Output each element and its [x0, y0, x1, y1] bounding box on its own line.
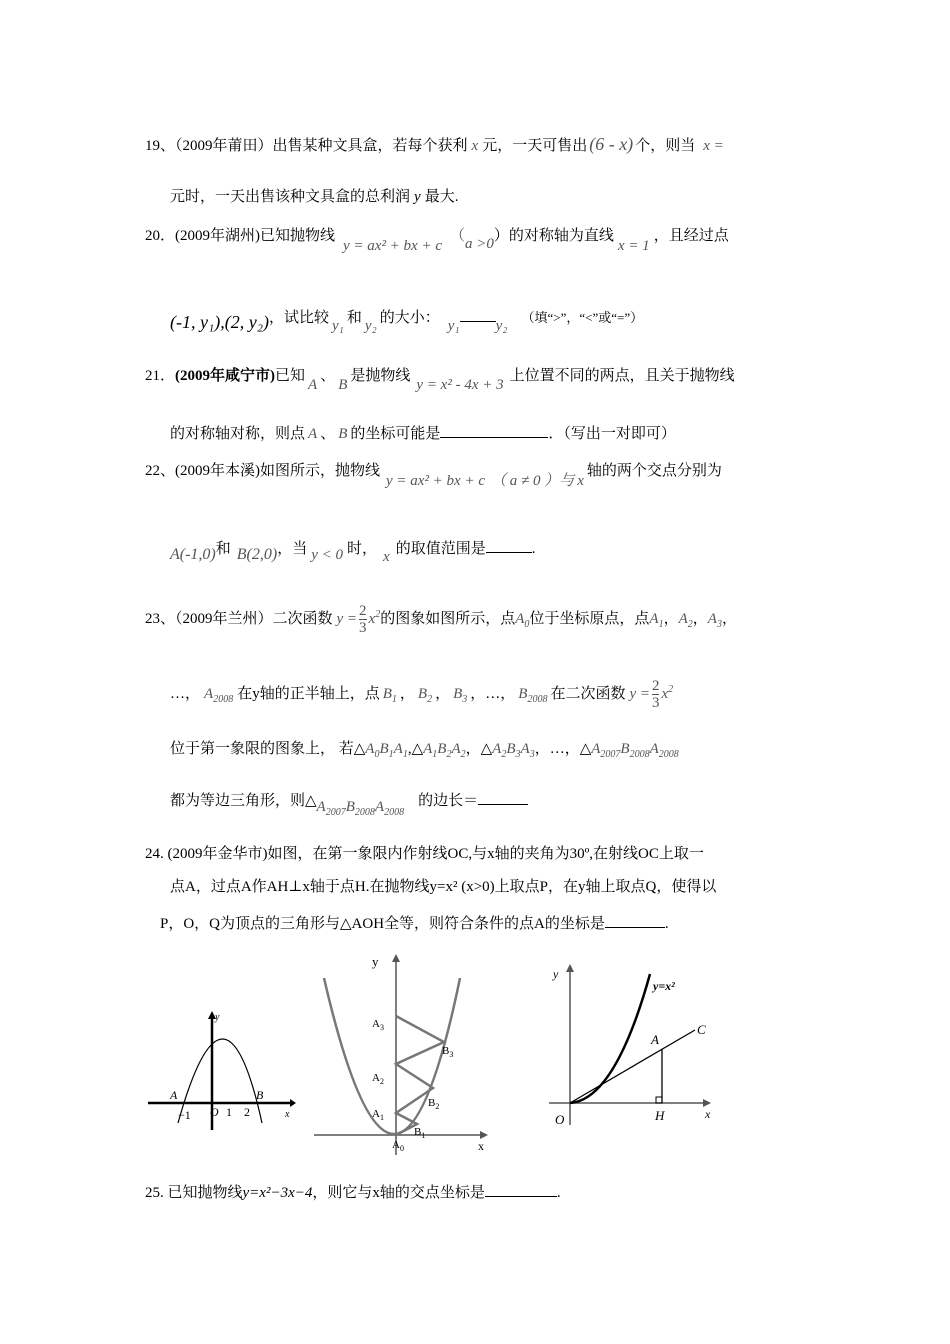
fig2-x-label: x [478, 1139, 484, 1153]
figure-triangles-on-parabola [310, 950, 490, 1160]
q24-line1: 24. (2009年金华市)如图，在第一象限内作射线OC,与x轴的夹角为30º,在射线OC上取一 [145, 846, 704, 862]
fig3-A-label: A [651, 1032, 659, 1047]
q22-line2: A(-1,0)和 B(2,0)，当 y < 0 时， x 的取值范围是 . [170, 538, 535, 560]
q21-line2: 的对称轴对称，则点 A 、 B 的坐标可能是 ．（写出一对即可） [170, 423, 676, 445]
q23-line3: 位于第一象限的图象上， 若$\triangle A_0B_1A_1,\triangle A_1B_2A_2$，$\triangle A_2B_3A_3$，…，$\triangle A_{2007}B_{2008}A_{2008}$ [170, 741, 679, 760]
q23-line2: …， $A_{2008}$ 在y轴的正半轴上，点 $B_1$ ， $B_2$ ， $B_3$ ，…， $B_{2008}$ 在二次函数 y = $\frac{2}{3}$ $x^2$ [170, 678, 674, 711]
fig1-tick-2: 2 [244, 1105, 250, 1119]
q23-line4: 都为等边三角形，则$\triangle A_{2007}B_{2008}A_{2008}$的边长＝ [170, 790, 528, 818]
fig2-y-label: y [372, 954, 379, 969]
fig3-curve-label: y=x² [653, 979, 675, 993]
q20-line1: 20．(2009年湖州)已知抛物线y = ax² + bx + c（a >0）的对称轴为直线x = 1，且经过点 [145, 228, 729, 254]
fig3-H-label: H [655, 1108, 665, 1123]
fig1-B-label: B [256, 1088, 264, 1102]
fig1-tick-1: 1 [226, 1105, 232, 1119]
q25-answer-blank[interactable] [485, 1182, 557, 1197]
fig1-A-label: A [170, 1088, 178, 1102]
fig2-B1-label: $B_1$ [414, 1126, 426, 1140]
fig2-A1-label: $A_1$ [372, 1108, 384, 1122]
q22-line1: 22、(2009年本溪)如图所示，抛物线y = ax² + bx + c （ a ≠ 0 ）与 x轴的两个交点分别为 [145, 463, 722, 489]
fig1-x-label: x [285, 1109, 290, 1120]
fig1-y-label: y [215, 1012, 220, 1023]
fig3-y-label: y [553, 967, 559, 981]
figure-ray-and-parabola [545, 960, 735, 1130]
fig3-x-label: x [705, 1107, 711, 1121]
q22-answer-blank[interactable] [486, 538, 532, 553]
figure-parabola-roots [140, 1005, 300, 1135]
q20-line2: (-1, y₁),(2, y₂)，试比较 y₁ 和 y₂ 的大小： y₁ y₂（填“>”，“<”或“=”） [170, 310, 644, 334]
fig2-A2-label: $A_2$ [372, 1072, 384, 1086]
q23-line1: 23、（2009年兰州）二次函数 y = $\frac{2}{3}$ $x^2$的图象如图所示，点$A_0$位于坐标原点，点$A_1$，$A_2$，$A_3$， [145, 603, 737, 636]
fig2-B3-label: $B_3$ [442, 1045, 454, 1059]
fig3-origin-label: O [555, 1112, 565, 1127]
q19-line1: 19、（2009年莆田）出售某种文具盒，若每个获利 x 元，一天可售出 (6 - x) 个，则当 x = [145, 134, 724, 154]
q19-line2: 元时，一天出售该种文具盒的总利润 y 最大. [170, 189, 459, 205]
q20-answer-blank[interactable] [460, 315, 496, 322]
q25-line: 25. 已知抛物线y=x²−3x−4，则它与x轴的交点坐标是 . [145, 1182, 561, 1204]
fig1-origin-label: O [210, 1105, 219, 1119]
q21-line1: 21．(2009年咸宁市)已知A、B是抛物线y = x² - 4x + 3上位置不同的两点，且关于抛物线 [145, 368, 735, 393]
fig1-tick-minus1: −1 [178, 1108, 191, 1122]
fig2-A3-label: $A_3$ [372, 1018, 384, 1032]
fig2-B2-label: $B_2$ [428, 1097, 440, 1111]
fig2-A0-label: $A_0$ [392, 1139, 404, 1153]
fig3-C-label: C [697, 1022, 706, 1037]
q21-answer-blank[interactable] [440, 423, 548, 438]
q24-answer-blank[interactable] [605, 913, 665, 928]
q24-line2: 点A，过点A作AH⊥x轴于点H.在抛物线y=x² (x>0)上取点P，在y轴上取点Q，使得以 [170, 879, 717, 895]
q24-line3: P，O，Q为顶点的三角形与△AOH全等，则符合条件的点A的坐标是 . [160, 913, 669, 935]
q23-answer-blank[interactable] [478, 790, 528, 805]
